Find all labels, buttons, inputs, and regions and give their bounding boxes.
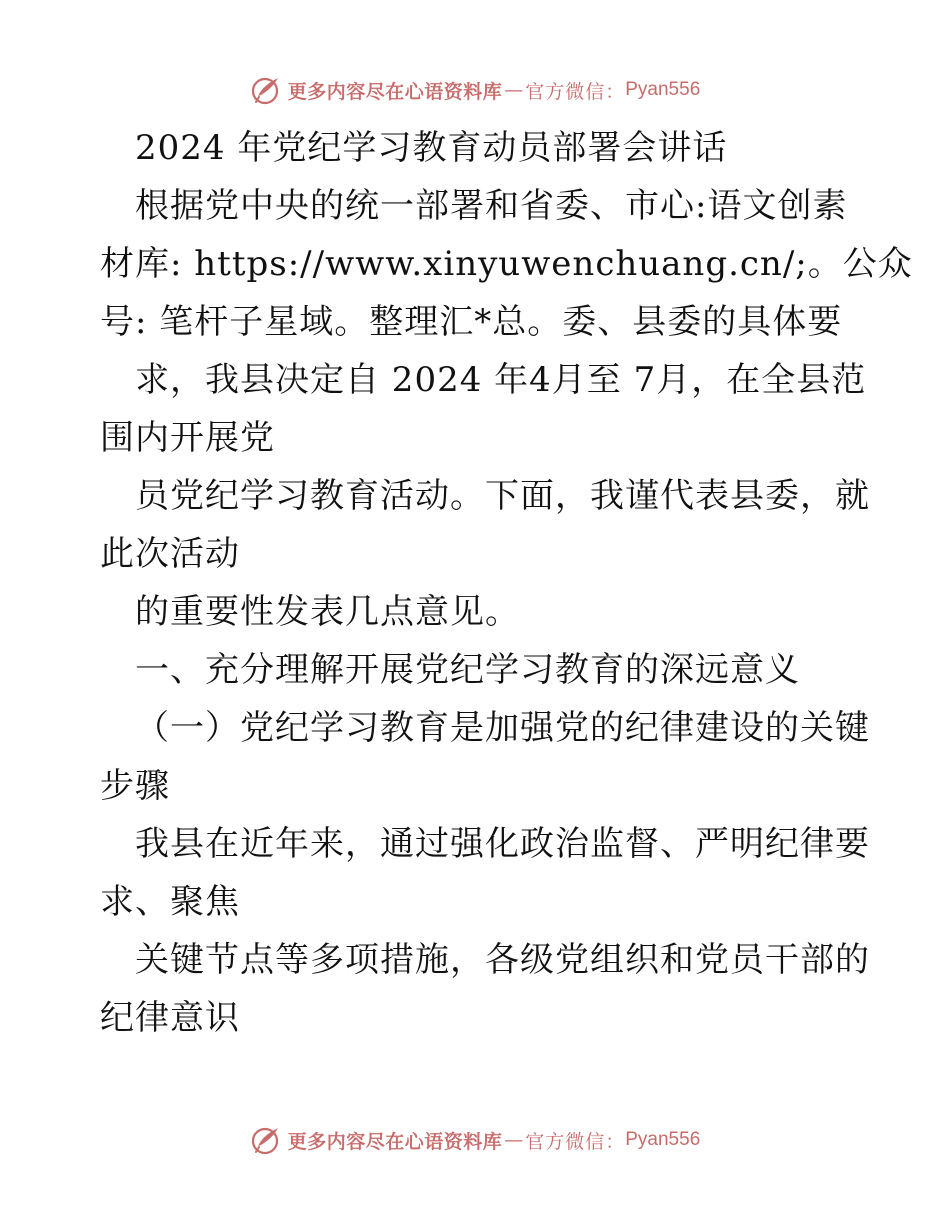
document-line: 的重要性发表几点意见。: [135, 592, 520, 632]
header-watermark: [0, 70, 950, 110]
footer-watermark: [0, 1120, 950, 1160]
document-line: 此次活动: [100, 534, 240, 574]
document-line: 号: 笔杆子星域。整理汇*总。委、县委的具体要: [100, 302, 843, 342]
document-body: [100, 119, 913, 1047]
document-line: 我县在近年来，通过强化政治监督、严明纪律要: [135, 824, 870, 864]
quill-logo-icon: [250, 1124, 282, 1156]
document-line: 2024 年党纪学习教育动员部署会讲话: [135, 128, 728, 168]
document-line: 一、充分理解开展党纪学习教育的深远意义: [135, 650, 800, 690]
watermark-wechat-label: 官方微信：: [525, 80, 626, 103]
quill-logo-icon: [250, 74, 282, 106]
document-line: 求，我县决定自 2024 年4月至 7月，在全县范: [135, 360, 867, 400]
document-line: 步骤: [100, 766, 170, 806]
watermark-wechat-id: Pyan556: [625, 1129, 701, 1150]
watermark-main-text: 更多内容尽在心语资料库: [287, 80, 503, 103]
watermark-dash: —: [504, 1129, 524, 1151]
document-line: （一）党纪学习教育是加强党的纪律建设的关键: [135, 708, 870, 748]
document-line: 材库: https://www.xinyuwenchuang.cn/;。公众: [100, 244, 913, 284]
document-line: 围内开展党: [100, 418, 275, 458]
document-line: 纪律意识: [100, 998, 240, 1038]
document-line: 关键节点等多项措施，各级党组织和党员干部的: [135, 940, 870, 980]
watermark-main-text: 更多内容尽在心语资料库: [287, 1130, 503, 1153]
watermark-dash: —: [504, 79, 524, 101]
document-line: 员党纪学习教育活动。下面，我谨代表县委，就: [135, 476, 870, 516]
watermark-wechat-id: Pyan556: [625, 79, 701, 100]
watermark-wechat-label: 官方微信：: [525, 1130, 626, 1153]
document-line: 求、聚焦: [100, 882, 240, 922]
document-line: 根据党中央的统一部署和省委、市心:语文创素: [135, 186, 848, 226]
